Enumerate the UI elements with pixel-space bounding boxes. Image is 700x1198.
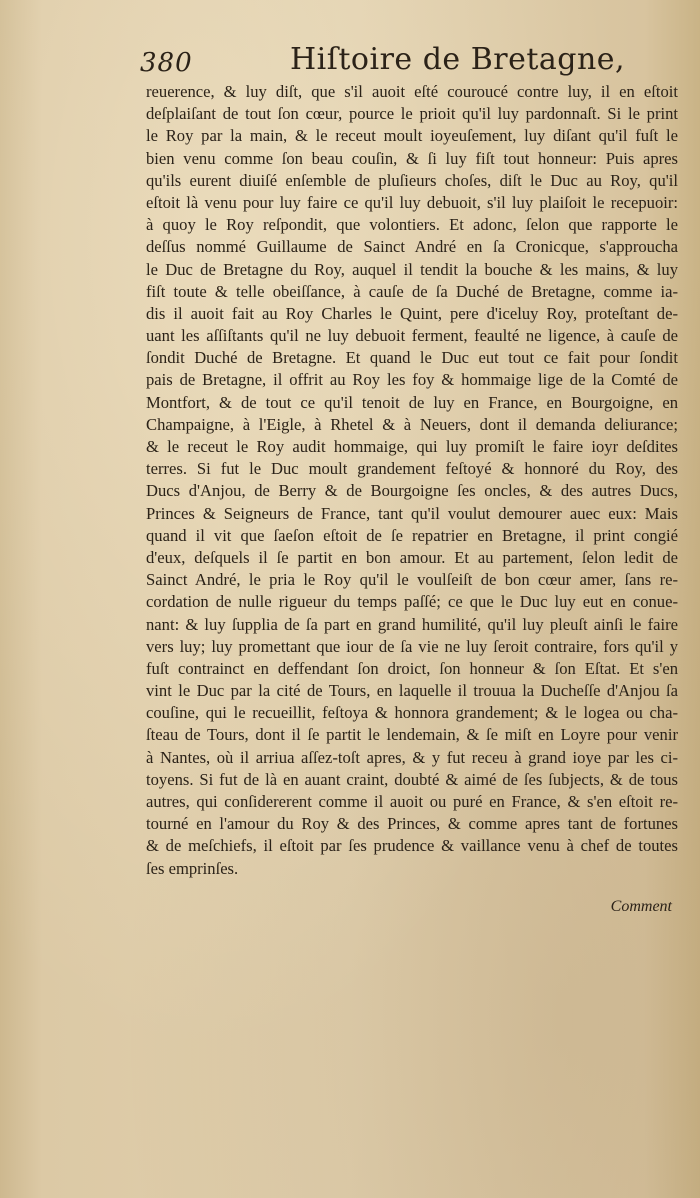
text-line: Montfort, & de tout ce qu'il tenoit de luy en France, en Bourgoigne, en (146, 392, 678, 412)
text-line: ſteau de Tours, dont il ſe partit le lendemain, & ſe miſt en Loyre pour venir (146, 725, 678, 745)
text-line: toyens. Si fut de là en auant craint, doubté & aimé de ſes ſubjects, & de tous (146, 769, 678, 789)
text-line: eſtoit là venu pour luy faire ce qu'il luy debuoit, s'il luy plaiſoit le recepuoir: (146, 192, 678, 212)
body-text (146, 81, 678, 880)
text-line: deſplaiſant de tout ſon cœur, pource le prioit qu'il luy pardonnaſt. Si le print (146, 104, 678, 124)
text-line: Princes & Seigneurs de France, tant qu'il voulut demourer auec eux: Mais (146, 503, 678, 523)
text-line: Sainct André, le pria le Roy qu'il le voulſeiſt de bon cœur amer, ſans re- (146, 570, 678, 590)
text-line: quand il vit que ſaeſon eſtoit de ſe repatrier en Bretagne, il print congié (146, 525, 678, 545)
page-number: 380 (140, 48, 193, 78)
text-line: & le receut le Roy audit hommaige, qui luy promiſt le faire ioyr deſdites (146, 437, 678, 456)
text-line: terres. Si fut le Duc moult grandement feſtoyé & honnoré du Roy, des (146, 459, 678, 479)
text-line: bien venu comme ſon beau couſin, & ſi luy fiſt tout honneur: Puis apres (146, 148, 678, 168)
text-line: cordation de nulle rigueur du temps paſſé; ce que le Duc luy eut en conue- (146, 592, 678, 612)
text-line: ſes emprinſes. (146, 858, 239, 878)
text-line: ſondit Duché de Bretagne. Et quand le Duc eut tout ce fait pour ſondit (146, 348, 678, 368)
text-line: deſſus nommé Guillaume de Sainct André en ſa Cronicque, s'approucha (146, 237, 678, 257)
text-line: qu'ils eurent diuiſé enſemble de pluſieurs choſes, diſt le Duc au Roy, qu'il (146, 170, 678, 190)
text-line: fiſt toute & telle obeiſſance, à cauſe de ſa Duché de Bretagne, comme ia- (146, 281, 678, 301)
text-line: le Duc de Bretagne du Roy, auquel il tendit la bouche & les mains, & luy (146, 259, 678, 279)
text-line: vint le Duc par la cité de Tours, en laquelle il trouua la Ducheſſe d'Anjou ſa (146, 681, 678, 701)
text-line: nant: & luy ſupplia de ſa part en grand humilité, qu'il luy pleuſt ainſi le faire (146, 614, 678, 634)
running-title: Hiſtoire de Bretagne, (290, 42, 626, 77)
catchword: Comment (610, 898, 672, 915)
text-line: le Roy par la main, & le receut moult ioyeuſement, luy diſant qu'il fuſt le (146, 126, 678, 146)
text-line: d'eux, deſquels il ſe partit en bon amour. Et au partement, ſelon ledit de (146, 547, 678, 567)
text-line: dis il auoit fait au Roy Charles le Quint, pere d'iceluy Roy, proteſtant de- (146, 303, 678, 323)
text-line: Champaigne, à l'Eigle, à Rhetel & à Neuers, dont il demanda deliurance; (146, 414, 678, 434)
text-line: & de meſchiefs, il eſtoit par ſes prudence & vaillance venu à chef de toutes (146, 836, 678, 856)
text-line: uant les aſſiſtants qu'il ne luy debuoit ferment, feaulté ne ligence, à cauſe de (146, 326, 678, 346)
text-line: reuerence, & luy diſt, que s'il auoit eſté couroucé contre luy, il en eſtoit (146, 82, 678, 101)
text-line: tourné en l'amour du Roy & des Princes, & comme apres tant de fortunes (146, 814, 678, 834)
text-line: vers luy; luy promettant que iour de ſa vie ne luy ſeroit contraire, fors qu'il y (146, 636, 678, 656)
text-line: pais de Bretagne, il offrit au Roy les foy & hommaige lige de la Comté de (146, 370, 678, 390)
text-line: fuſt contrainct en deffendant ſon droict, ſon honneur & ſon Eſtat. Et s'en (146, 658, 678, 678)
text-line: Ducs d'Anjou, de Berry & de Bourgoigne ſes oncles, & des autres Ducs, (146, 481, 678, 501)
text-line: couſine, qui le recueillit, feſtoya & honnora grandement; & le logea ou cha- (146, 703, 678, 723)
text-line: à quoy le Roy reſpondit, que volontiers. Et adonc, ſelon que rapporte le (146, 215, 678, 235)
text-line: à Nantes, où il arriua aſſez-toſt apres, & y fut receu à grand ioye par les ci- (146, 747, 678, 767)
text-line: autres, qui conſidererent comme il auoit ou puré en France, & s'en eſtoit re- (146, 792, 678, 811)
